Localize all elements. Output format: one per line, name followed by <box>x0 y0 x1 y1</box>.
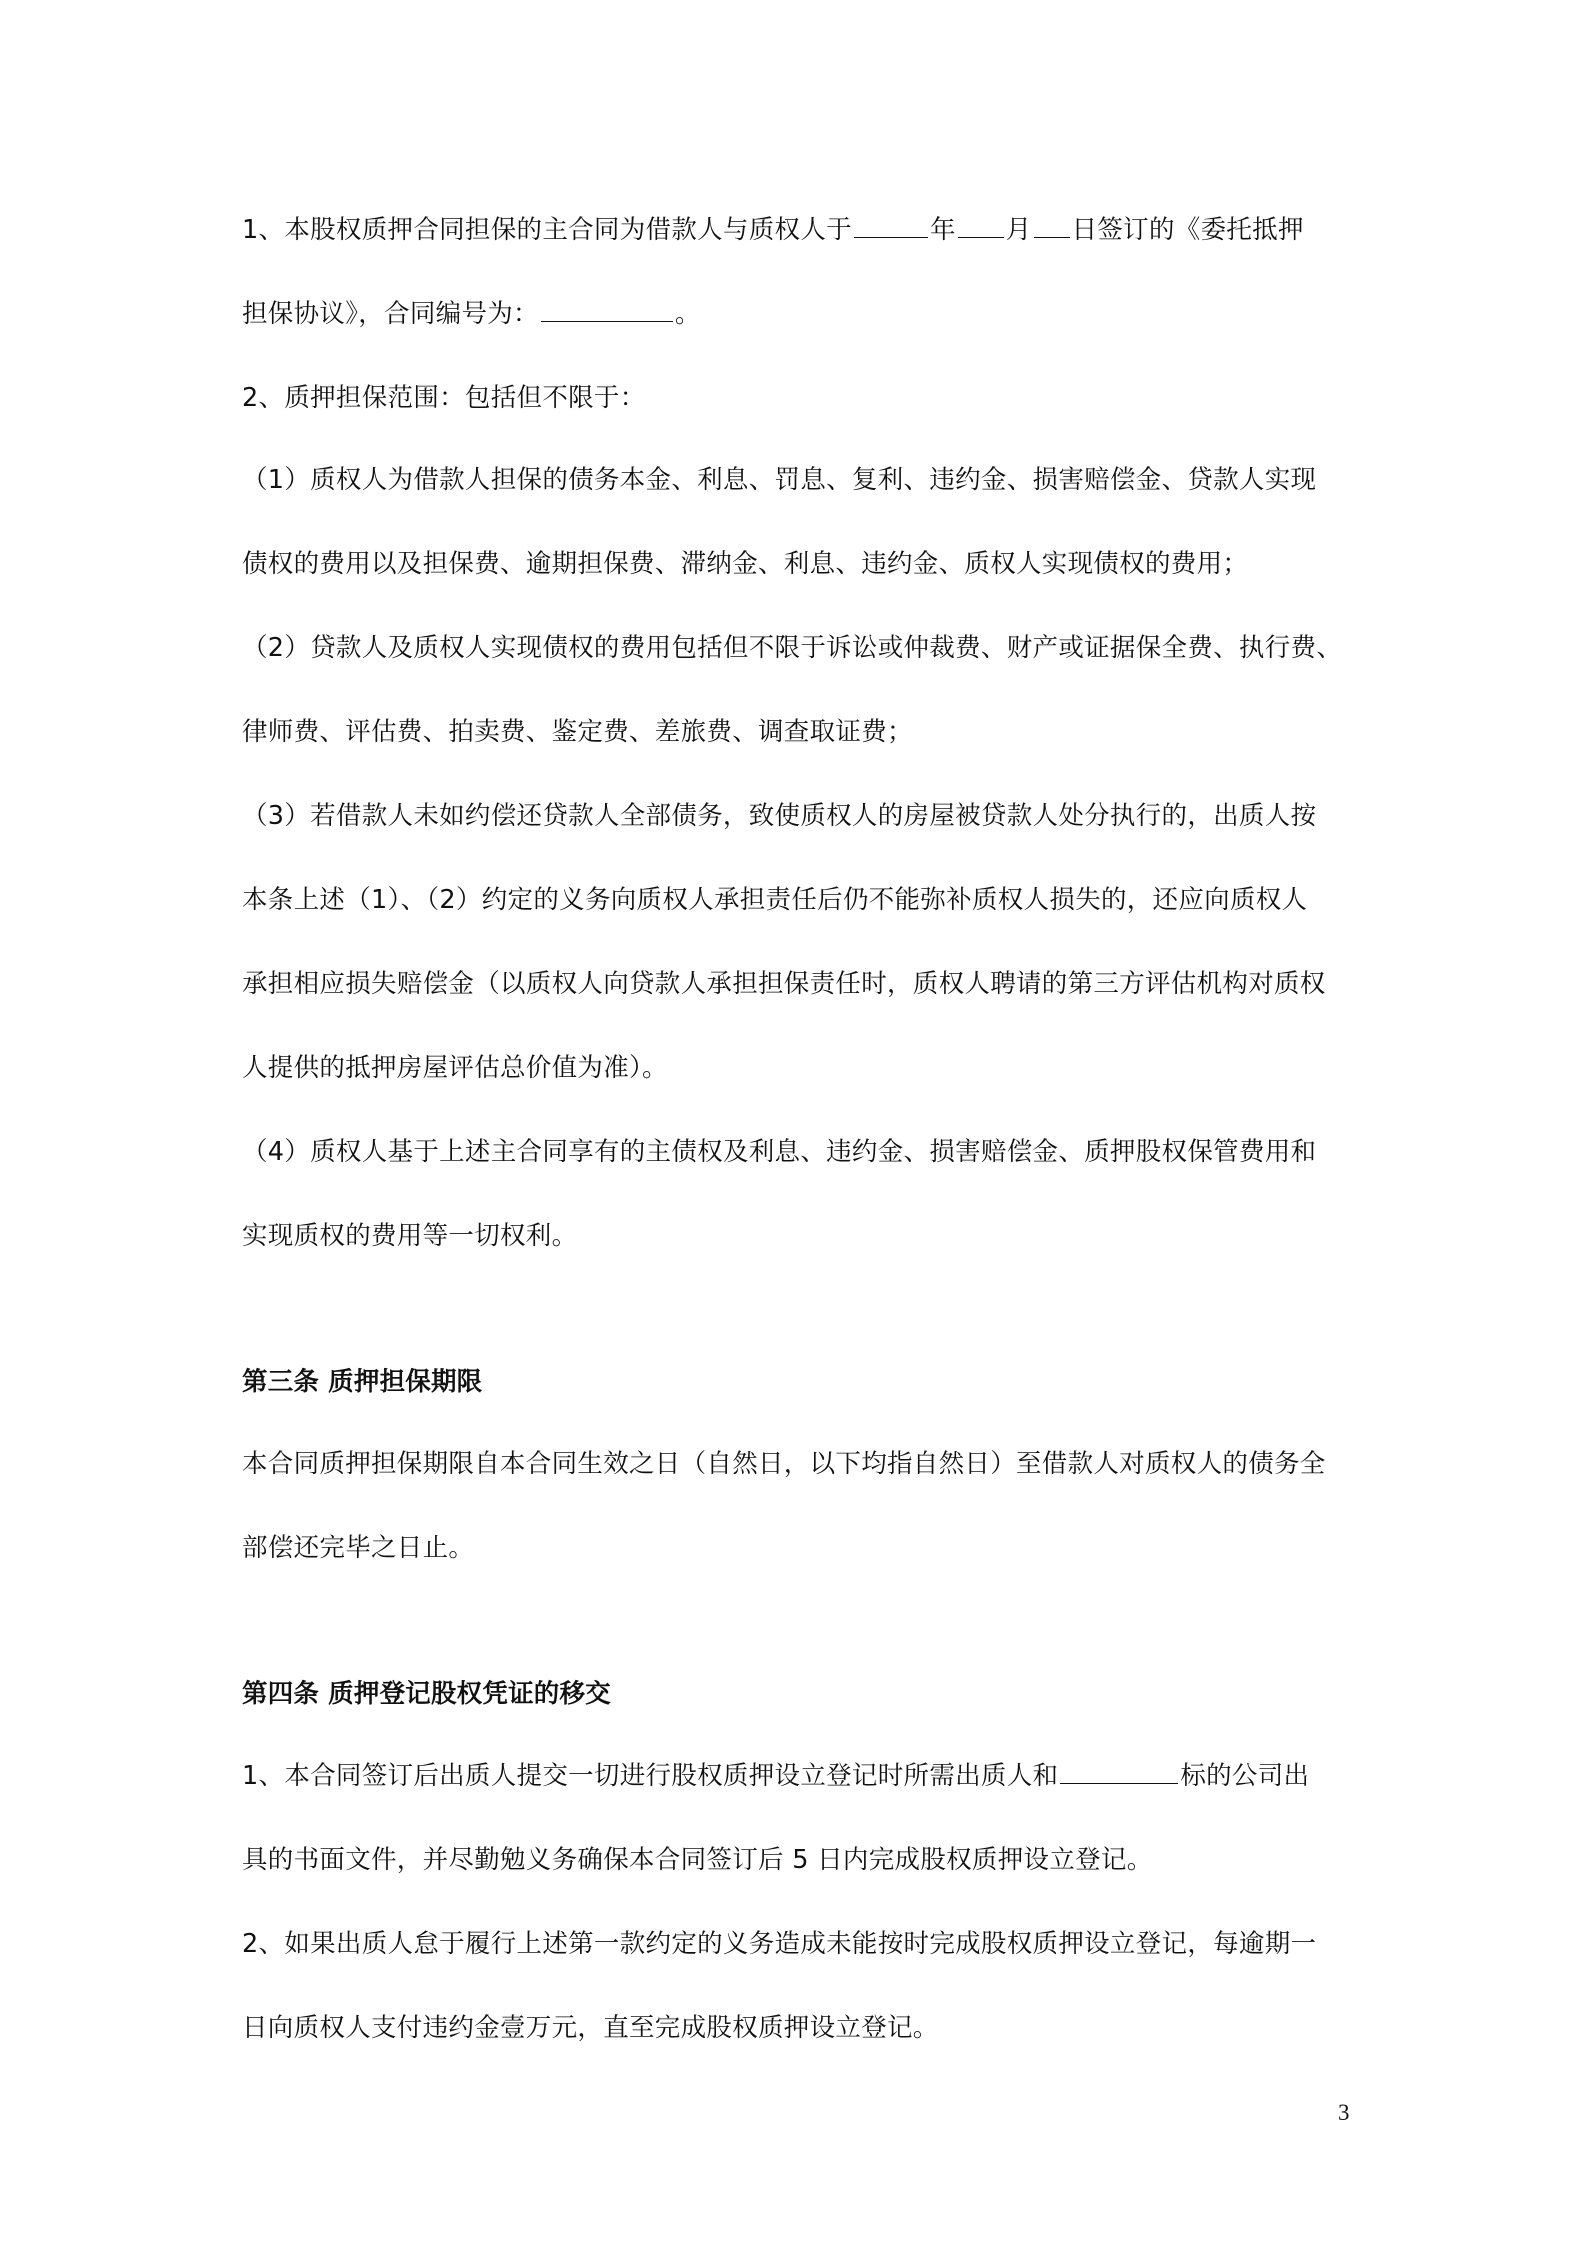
contract-number-blank <box>541 299 673 322</box>
article-4-heading: 第四条 质押登记股权凭证的移交 <box>242 1679 611 1709</box>
clause-2-item-3-line-3: 承担相应损失赔偿金（以质权人向贷款人承担担保责任时，质权人聘请的第三方评估机构对质权 <box>242 969 1326 999</box>
clause-2-item-3-line-4: 人提供的抵押房屋评估总价值为准）。 <box>242 1053 668 1083</box>
article-4-para-1-text-a: 1、本合同签订后出质人提交一切进行股权质押设立登记时所需出质人和 <box>242 1761 1059 1791</box>
clause-1-text-b: 日签订的《委托抵押 <box>1071 215 1304 245</box>
clause-2-item-3-line-1: （3）若借款人未如约偿还贷款人全部债务，致使质权人的房屋被贷款人处分执行的，出质人按 <box>242 801 1317 831</box>
month-label: 月 <box>1005 215 1032 245</box>
clause-2-item-2-line-1: （2）贷款人及质权人实现债权的费用包括但不限于诉讼或仲裁费、财产或证据保全费、执行费、 <box>242 633 1343 663</box>
article-4-para-2-line-2: 日向质权人支付违约金壹万元，直至完成股权质押设立登记。 <box>242 2013 939 2043</box>
clause-2-item-4-line-2: 实现质权的费用等一切权利。 <box>242 1221 578 1251</box>
year-blank <box>854 215 928 238</box>
clause-1-line-2 <box>242 296 1362 332</box>
clause-2-intro: 2、质押担保范围：包括但不限于： <box>242 383 646 413</box>
article-4-para-1-line-1 <box>242 1758 1362 1794</box>
article-3-line-2: 部偿还完毕之日止。 <box>242 1533 475 1563</box>
clause-2-item-1-line-2: 债权的费用以及担保费、逾期担保费、滞纳金、利息、违约金、质权人实现债权的费用； <box>242 549 1249 579</box>
article-3-line-1: 本合同质押担保期限自本合同生效之日（自然日，以下均指自然日）至借款人对质权人的债务全 <box>242 1449 1326 1479</box>
clause-1-text-c: 担保协议》，合同编号为： <box>242 299 539 329</box>
clause-2-item-4-line-1: （4）质权人基于上述主合同享有的主债权及利息、违约金、损害赔偿金、质押股权保管费用和 <box>242 1137 1317 1167</box>
target-company-blank <box>1060 1761 1178 1784</box>
article-4-para-1-line-2: 具的书面文件，并尽勤勉义务确保本合同签订后 5 日内完成股权质押设立登记。 <box>242 1845 1153 1875</box>
day-blank <box>1034 215 1070 238</box>
month-blank <box>958 215 1004 238</box>
article-4-para-2-line-1: 2、如果出质人怠于履行上述第一款约定的义务造成未能按时完成股权质押设立登记，每逾期一 <box>242 1929 1317 1959</box>
clause-1-line-1 <box>242 212 1362 248</box>
clause-2-item-2-line-2: 律师费、评估费、拍卖费、鉴定费、差旅费、调查取证费； <box>242 717 913 747</box>
clause-1-text-a: 1、本股权质押合同担保的主合同为借款人与质权人于 <box>242 215 852 245</box>
article-4-para-1-text-b: 标的公司出 <box>1180 1761 1310 1791</box>
clause-2-item-3-line-2: 本条上述（1）、（2）约定的义务向质权人承担责任后仍不能弥补质权人损失的，还应向质权人 <box>242 885 1308 915</box>
article-3-heading: 第三条 质押担保期限 <box>242 1367 483 1397</box>
year-label: 年 <box>929 215 956 245</box>
clause-1-text-d: 。 <box>674 299 701 329</box>
page-number: 3 <box>1338 2100 1350 2125</box>
clause-2-item-1-line-1: （1）质权人为借款人担保的债务本金、利息、罚息、复利、违约金、损害赔偿金、贷款人实现 <box>242 465 1317 495</box>
